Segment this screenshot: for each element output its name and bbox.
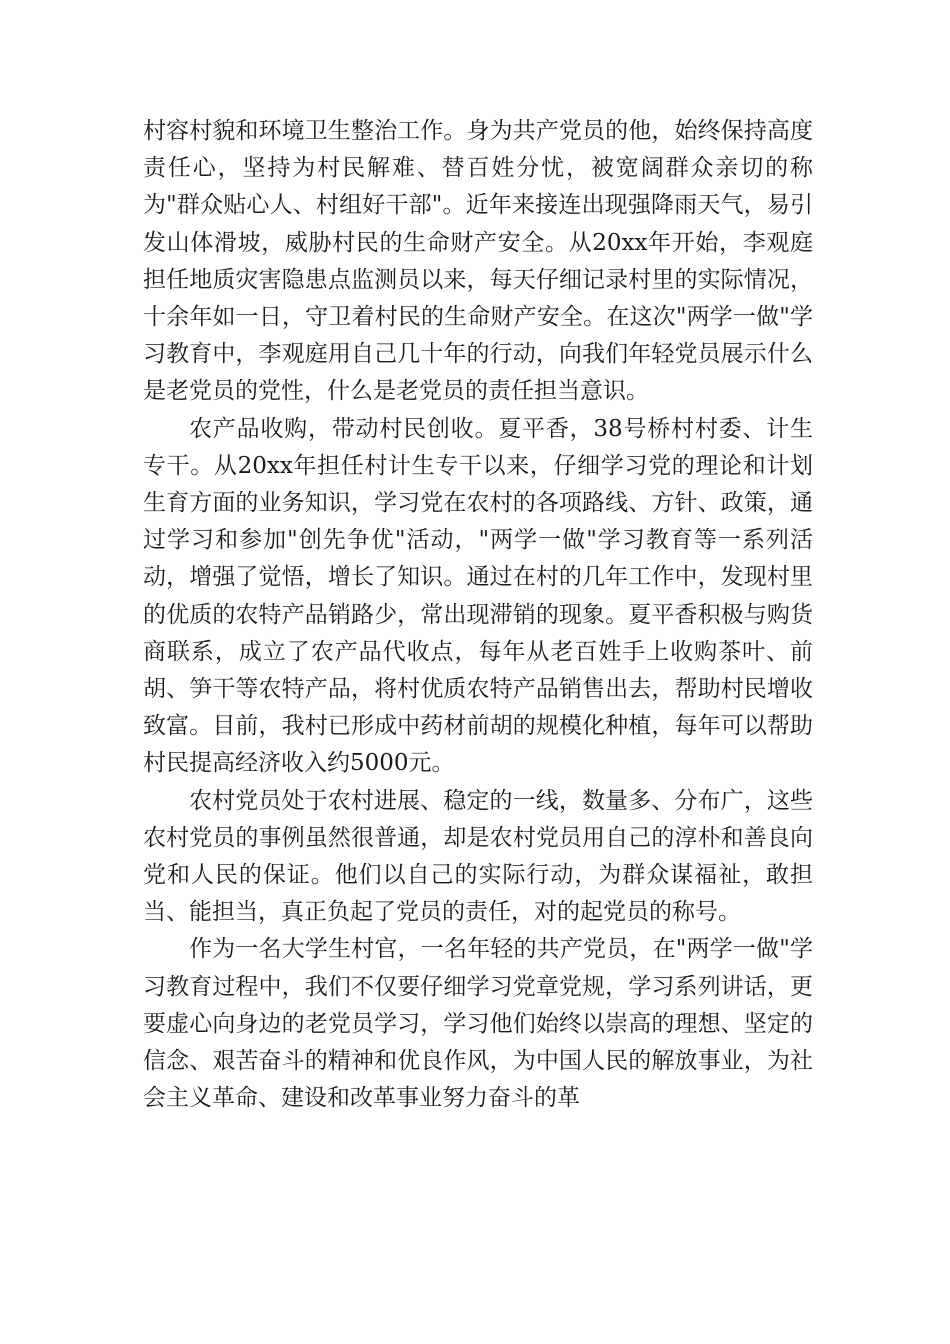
document-body: [143, 113, 813, 1117]
paragraph-4: 作为一名大学生村官，一名年轻的共产党员，在"两学一做"学习教育过程中，我们不仅要仔细学习党章党规，学习系列讲话，更要虚心向身边的老党员学习，学习他们始终以崇高的理想、坚定的信念、艰苦奋斗的精神和优良作风，为中国人民的解放事业，为社会主义革命、建设和改革事业努力奋斗的革: [143, 936, 813, 1112]
paragraph-1: 村容村貌和环境卫生整治工作。身为共产党员的他，始终保持高度责任心，坚持为村民解难、替百姓分忧，被宽阔群众亲切的称为"群众贴心人、村组好干部"。近年来接连出现强降雨天气，易引发山体滑坡，威胁村民的生命财产安全。从20xx年开始，李观庭担任地质灾害隐患点监测员以来，每天仔细记录村里的实际情况，十余年如一日，守卫着村民的生命财产安全。在这次"两学一做"学习教育中，李观庭用自己几十年的行动，向我们年轻党员展示什么是老党员的党性，什么是老党员的责任担当意识。: [143, 118, 813, 405]
paragraph-3: 农村党员处于农村进展、稳定的一线，数量多、分布广，这些农村党员的事例虽然很普通，却是农村党员用自己的淳朴和善良向党和人民的保证。他们以自己的实际行动，为群众谋福祉，敢担当、能担当，真正负起了党员的责任，对的起党员的称号。: [143, 787, 813, 926]
paragraph-2: 农产品收购，带动村民创收。夏平香，38号桥村村委、计生专干。从20xx年担任村计生专干以来，仔细学习党的理论和计划生育方面的业务知识，学习党在农村的各项路线、方针、政策，通过学习和参加"创先争优"活动，"两学一做"学习教育等一系列活动，增强了觉悟，增长了知识。通过在村的几年工作中，发现村里的优质的农特产品销路少，常出现滞销的现象。夏平香积极与购货商联系，成立了农产品代收点，每年从老百姓手上收购茶叶、前胡、笋干等农特产品，将村优质农特产品销售出去，帮助村民增收致富。目前，我村已形成中药材前胡的规模化种植，每年可以帮助村民提高经济收入约5000元。: [143, 415, 813, 777]
